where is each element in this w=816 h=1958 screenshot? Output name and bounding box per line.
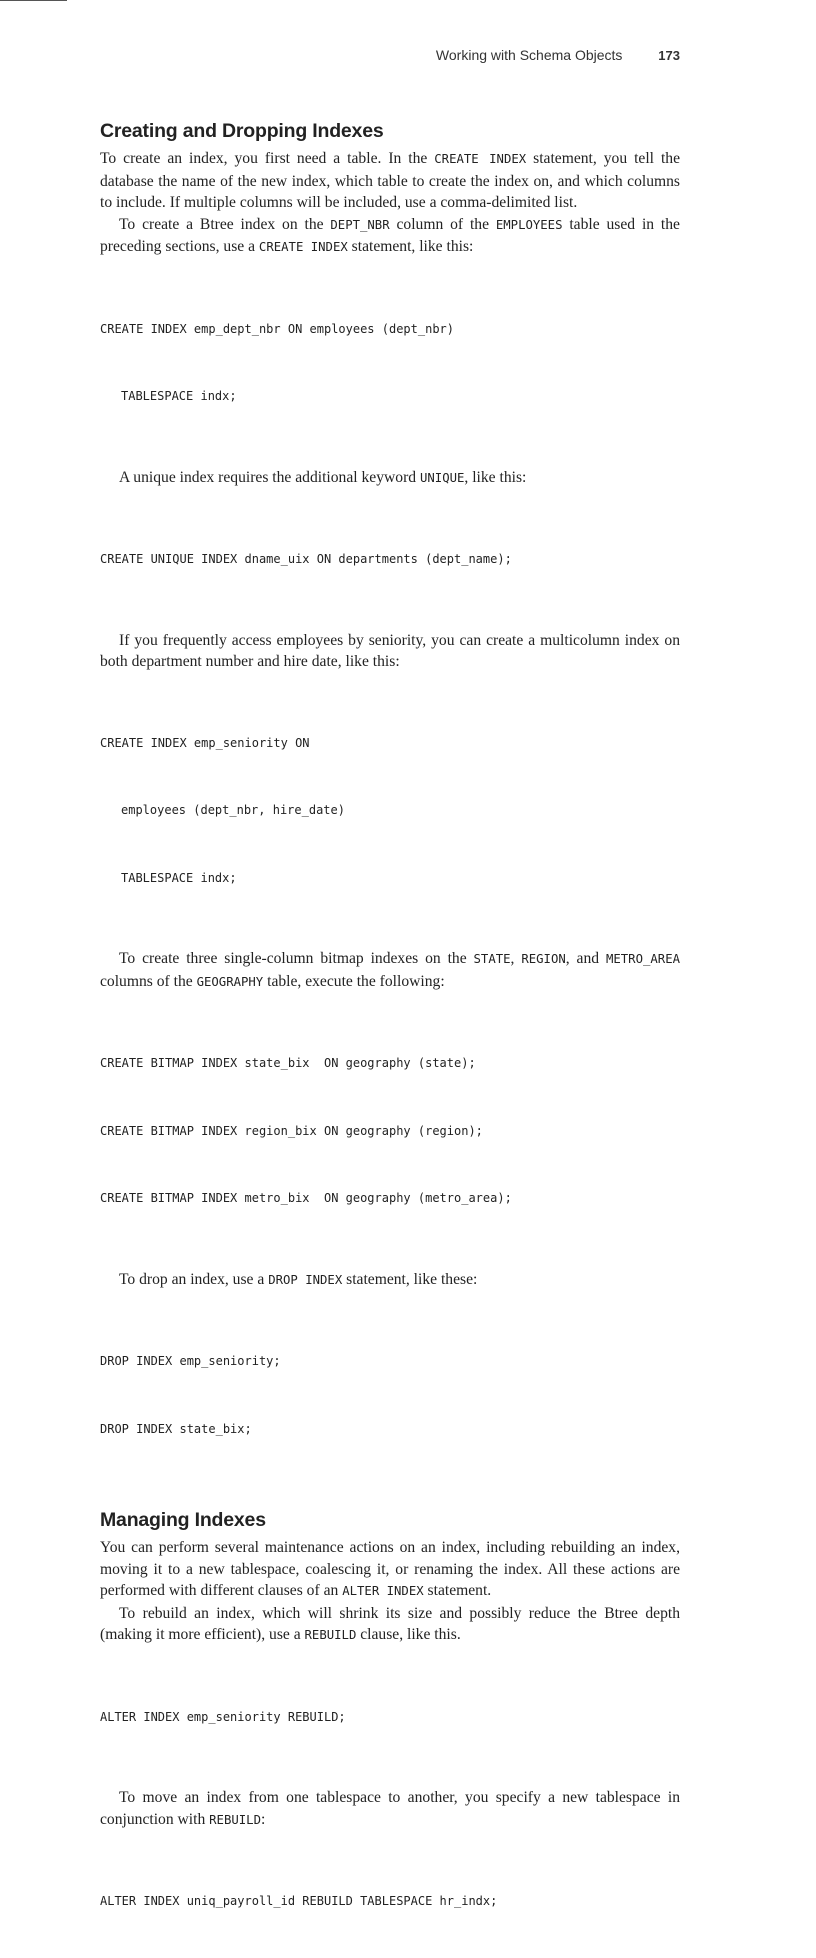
code-block <box>100 273 680 453</box>
code-block <box>100 1007 680 1255</box>
paragraph: To drop an index, use a DROP INDEX statement, like these: <box>119 1270 478 1288</box>
running-header-title: Working with Schema Objects <box>435 47 623 63</box>
code-line: CREATE UNIQUE INDEX dname_uix ON departments (dept_name); <box>100 552 512 566</box>
code-block <box>100 503 680 616</box>
paragraph: To create an index, you first need a table. In the CREATE INDEX statement, you tell the database the name of the new index, which table to create the index on, and which columns to include. If multiple columns will be included, use a comma-delimited list. <box>100 150 681 211</box>
paragraph: A unique index requires the additional keyword UNIQUE, like this: <box>119 468 527 486</box>
code-block <box>100 1661 680 1774</box>
code-line: DROP INDEX state_bix; <box>100 1421 252 1436</box>
code-line: CREATE INDEX emp_dept_nbr ON employees (dept_nbr) <box>100 321 455 336</box>
code-block <box>100 687 680 935</box>
page-body <box>100 118 680 1958</box>
code-block <box>100 1845 680 1958</box>
paragraph: To rebuild an index, which will shrink its size and possibly reduce the Btree depth (making it more efficient), use a REBUILD clause, like this. <box>100 1604 680 1643</box>
code-line: ALTER INDEX uniq_payroll_id REBUILD TABLESPACE hr_indx; <box>100 1894 498 1908</box>
paragraph: If you frequently access employees by seniority, you can create a multicolumn index on both department number and hire date, like this: <box>100 631 680 670</box>
paragraph: You can perform several maintenance actions on an index, including rebuilding an index, moving it to a new tablespace, coalescing it, or renaming the index. All these actions are performed with different clauses of an ALTER INDEX statement. <box>100 1539 680 1599</box>
section-heading-creating-dropping: Creating and Dropping Indexes <box>100 120 384 142</box>
code-block <box>100 1305 680 1485</box>
section-heading-managing: Managing Indexes <box>100 1509 266 1531</box>
code-line: DROP INDEX emp_seniority; <box>100 1354 281 1368</box>
crop-mark <box>0 0 67 1</box>
code-line: TABLESPACE indx; <box>121 389 237 403</box>
running-header <box>436 47 680 63</box>
code-line: CREATE INDEX emp_seniority ON <box>100 735 310 750</box>
code-line: CREATE BITMAP INDEX state_bix ON geography (state); <box>100 1056 476 1070</box>
code-line: TABLESPACE indx; <box>121 870 237 885</box>
code-line: CREATE BITMAP INDEX metro_bix ON geography (metro_area); <box>100 1191 512 1205</box>
paragraph: To create a Btree index on the DEPT_NBR column of the EMPLOYEES table used in the preceding sections, use a CREATE INDEX statement, like this: <box>100 215 680 255</box>
paragraph: To create three single-column bitmap indexes on the STATE, REGION, and METRO_AREA columns of the GEOGRAPHY table, execute the following: <box>100 950 681 990</box>
code-line: CREATE BITMAP INDEX region_bix ON geography (region); <box>100 1123 483 1138</box>
code-line: ALTER INDEX emp_seniority REBUILD; <box>100 1709 346 1724</box>
code-line: employees (dept_nbr, hire_date) <box>121 803 345 817</box>
paragraph: To move an index from one tablespace to another, you specify a new tablespace in conjunction with REBUILD: <box>100 1789 680 1828</box>
page-number: 173 <box>658 48 680 63</box>
